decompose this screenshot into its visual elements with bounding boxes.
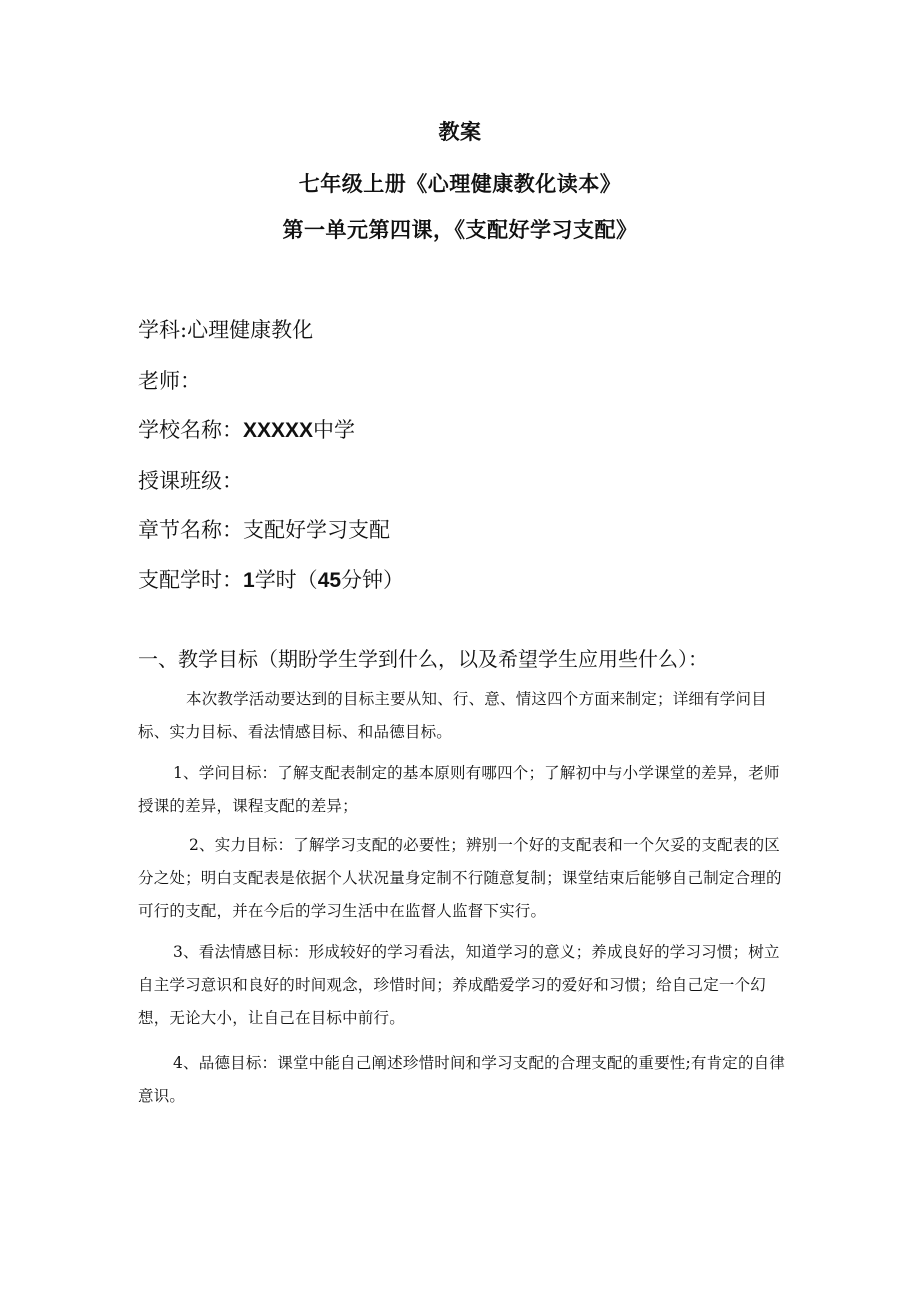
subject-label: 学科: bbox=[138, 318, 188, 342]
teacher-line bbox=[138, 366, 201, 396]
hours-number: 1 bbox=[243, 569, 255, 592]
class-line bbox=[138, 466, 243, 496]
chapter-line bbox=[138, 515, 390, 545]
school-label: 学校名称： bbox=[138, 418, 243, 442]
hours-label: 支配学时： bbox=[138, 568, 243, 592]
chapter-value: 支配好学习支配 bbox=[243, 518, 390, 542]
minutes-number: 45 bbox=[317, 569, 342, 592]
objective-item-morality: 4、品德目标：课堂中能自己阐述珍惜时间和学习支配的合理支配的重要性;有肯定的自律意识。 bbox=[138, 1054, 786, 1105]
minutes-unit: 分钟） bbox=[341, 568, 405, 592]
document-subtitle: 七年级上册《心理健康教化读本》 bbox=[298, 172, 622, 196]
objective-item-attitude: 3、看法情感目标：形成较好的学习看法，知道学习的意义；养成良好的学习习惯；树立自主学习意识和良好的时间观念，珍惜时间；养成酷爱学习的爱好和习惯；给自己定一个幻想，无论大小，让自己在目标中前行。 bbox=[138, 943, 780, 1027]
school-name-suffix: 中学 bbox=[313, 418, 356, 442]
subject-line bbox=[138, 315, 313, 345]
document-title: 教案 bbox=[438, 120, 482, 144]
hours-unit: 学时（ bbox=[254, 568, 318, 592]
chapter-label: 章节名称： bbox=[138, 518, 243, 542]
objectives-intro: 本次教学活动要达到的目标主要从知、行、意、情这四个方面来制定；详细有学问目标、实力目标、看法情感目标、和品德目标。 bbox=[138, 690, 767, 741]
lesson-title: 第一单元第四课，《支配好学习支配》 bbox=[282, 218, 638, 242]
teacher-label: 老师： bbox=[138, 369, 201, 393]
class-label: 授课班级： bbox=[138, 469, 243, 493]
school-line bbox=[138, 415, 355, 446]
section-heading-objectives: 一、教学目标（期盼学生学到什么，以及希望学生应用些什么）： bbox=[138, 647, 708, 671]
objective-item-ability: 2、实力目标：了解学习支配的必要性；辨别一个好的支配表和一个欠妥的支配表的区分之处；明白支配表是依据个人状况量身定制不行随意复制；课堂结束后能够自己制定合理的可行的支配，并在今后的学习生活中在监督人监督下实行。 bbox=[138, 836, 782, 920]
objective-item-knowledge: 1、学问目标：了解支配表制定的基本原则有哪四个；了解初中与小学课堂的差异，老师授课的差异，课程支配的差异； bbox=[138, 764, 780, 815]
subject-value: 心理健康教化 bbox=[187, 318, 314, 342]
school-name-placeholder: XXXXX bbox=[243, 419, 314, 442]
hours-line bbox=[138, 565, 404, 596]
